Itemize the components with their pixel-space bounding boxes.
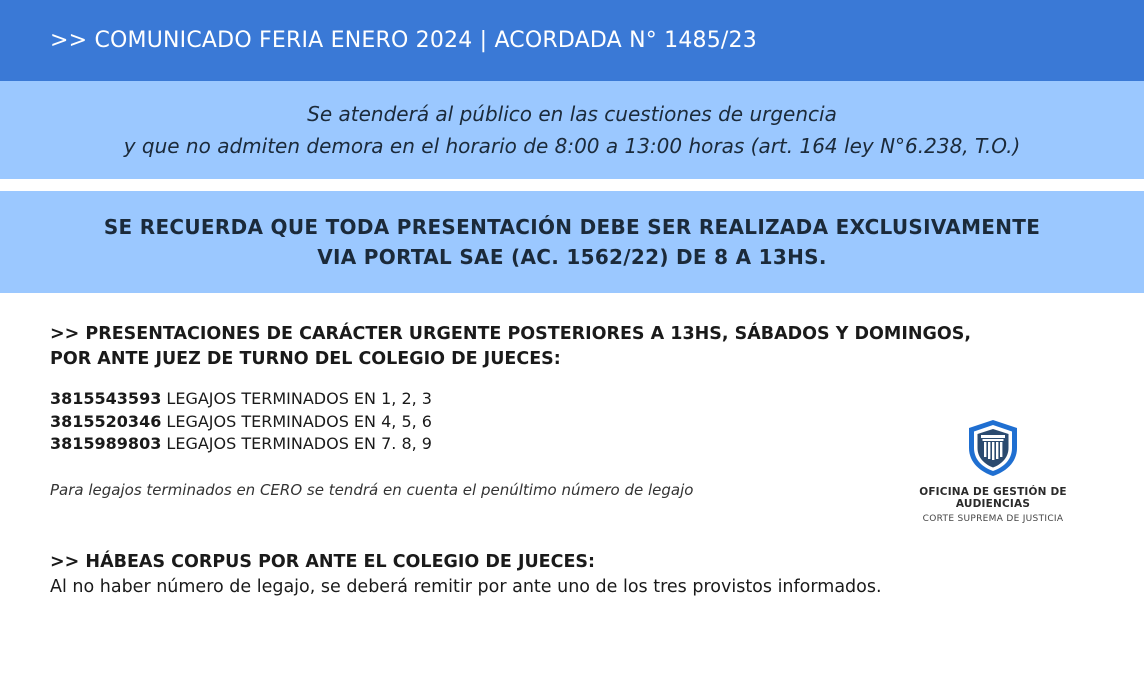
- notice-line-2: y que no admiten demora en el horario de 8:00 a 13:00 horas (art. 164 ley N°6.238, T.O.): [123, 134, 1021, 158]
- phone-description: LEGAJOS TERMINADOS EN 4, 5, 6: [161, 411, 432, 431]
- reminder-line-2: VIA PORTAL SAE (AC. 1562/22) DE 8 A 13HS.: [317, 245, 827, 269]
- urgent-line-2: POR ANTE JUEZ DE TURNO DEL COLEGIO DE JUECES:: [50, 349, 561, 369]
- hours-notice-band: [0, 81, 1144, 179]
- logo-office-name: OFICINA DE GESTIÓN DE AUDIENCIAS: [919, 486, 1067, 510]
- phone-row: [50, 433, 432, 456]
- phone-number: 3815520346: [50, 411, 162, 431]
- phone-number: 3815989803: [50, 434, 162, 453]
- zero-legajo-note: Para legajos terminados en CERO se tendrá en cuenta el penúltimo número de legajo: [50, 481, 694, 499]
- habeas-corpus-section: [50, 550, 882, 600]
- notice-line-1: Se atenderá al público en las cuestiones de urgencia: [307, 102, 837, 126]
- phone-number: 3815543593: [50, 389, 162, 408]
- shield-column-icon: [967, 418, 1019, 478]
- phone-list: [50, 388, 432, 456]
- urgent-section-title: [50, 322, 971, 372]
- habeas-text: Al no haber número de legajo, se deberá remitir por ante uno de los tres provistos informados.: [50, 577, 882, 597]
- header-bar: [0, 0, 1144, 81]
- reminder-band: [0, 191, 1144, 293]
- header-title: >> COMUNICADO FERIA ENERO 2024 | ACORDADA N° 1485/23: [50, 28, 757, 53]
- reminder-line-1: SE RECUERDA QUE TODA PRESENTACIÓN DEBE SER REALIZADA EXCLUSIVAMENTE: [103, 215, 1041, 239]
- phone-row: [50, 388, 432, 411]
- phone-description: LEGAJOS TERMINADOS EN 1, 2, 3: [161, 389, 432, 408]
- urgent-line-1: >> PRESENTACIONES DE CARÁCTER URGENTE POSTERIORES A 13HS, SÁBADOS Y DOMINGOS,: [50, 324, 971, 344]
- habeas-title: >> HÁBEAS CORPUS POR ANTE EL COLEGIO DE JUECES:: [50, 552, 596, 572]
- phone-row: [50, 411, 432, 434]
- oga-logo: [893, 418, 1093, 524]
- phone-description: LEGAJOS TERMINADOS EN 7. 8, 9: [161, 434, 432, 453]
- logo-court-name: CORTE SUPREMA DE JUSTICIA: [922, 514, 1064, 524]
